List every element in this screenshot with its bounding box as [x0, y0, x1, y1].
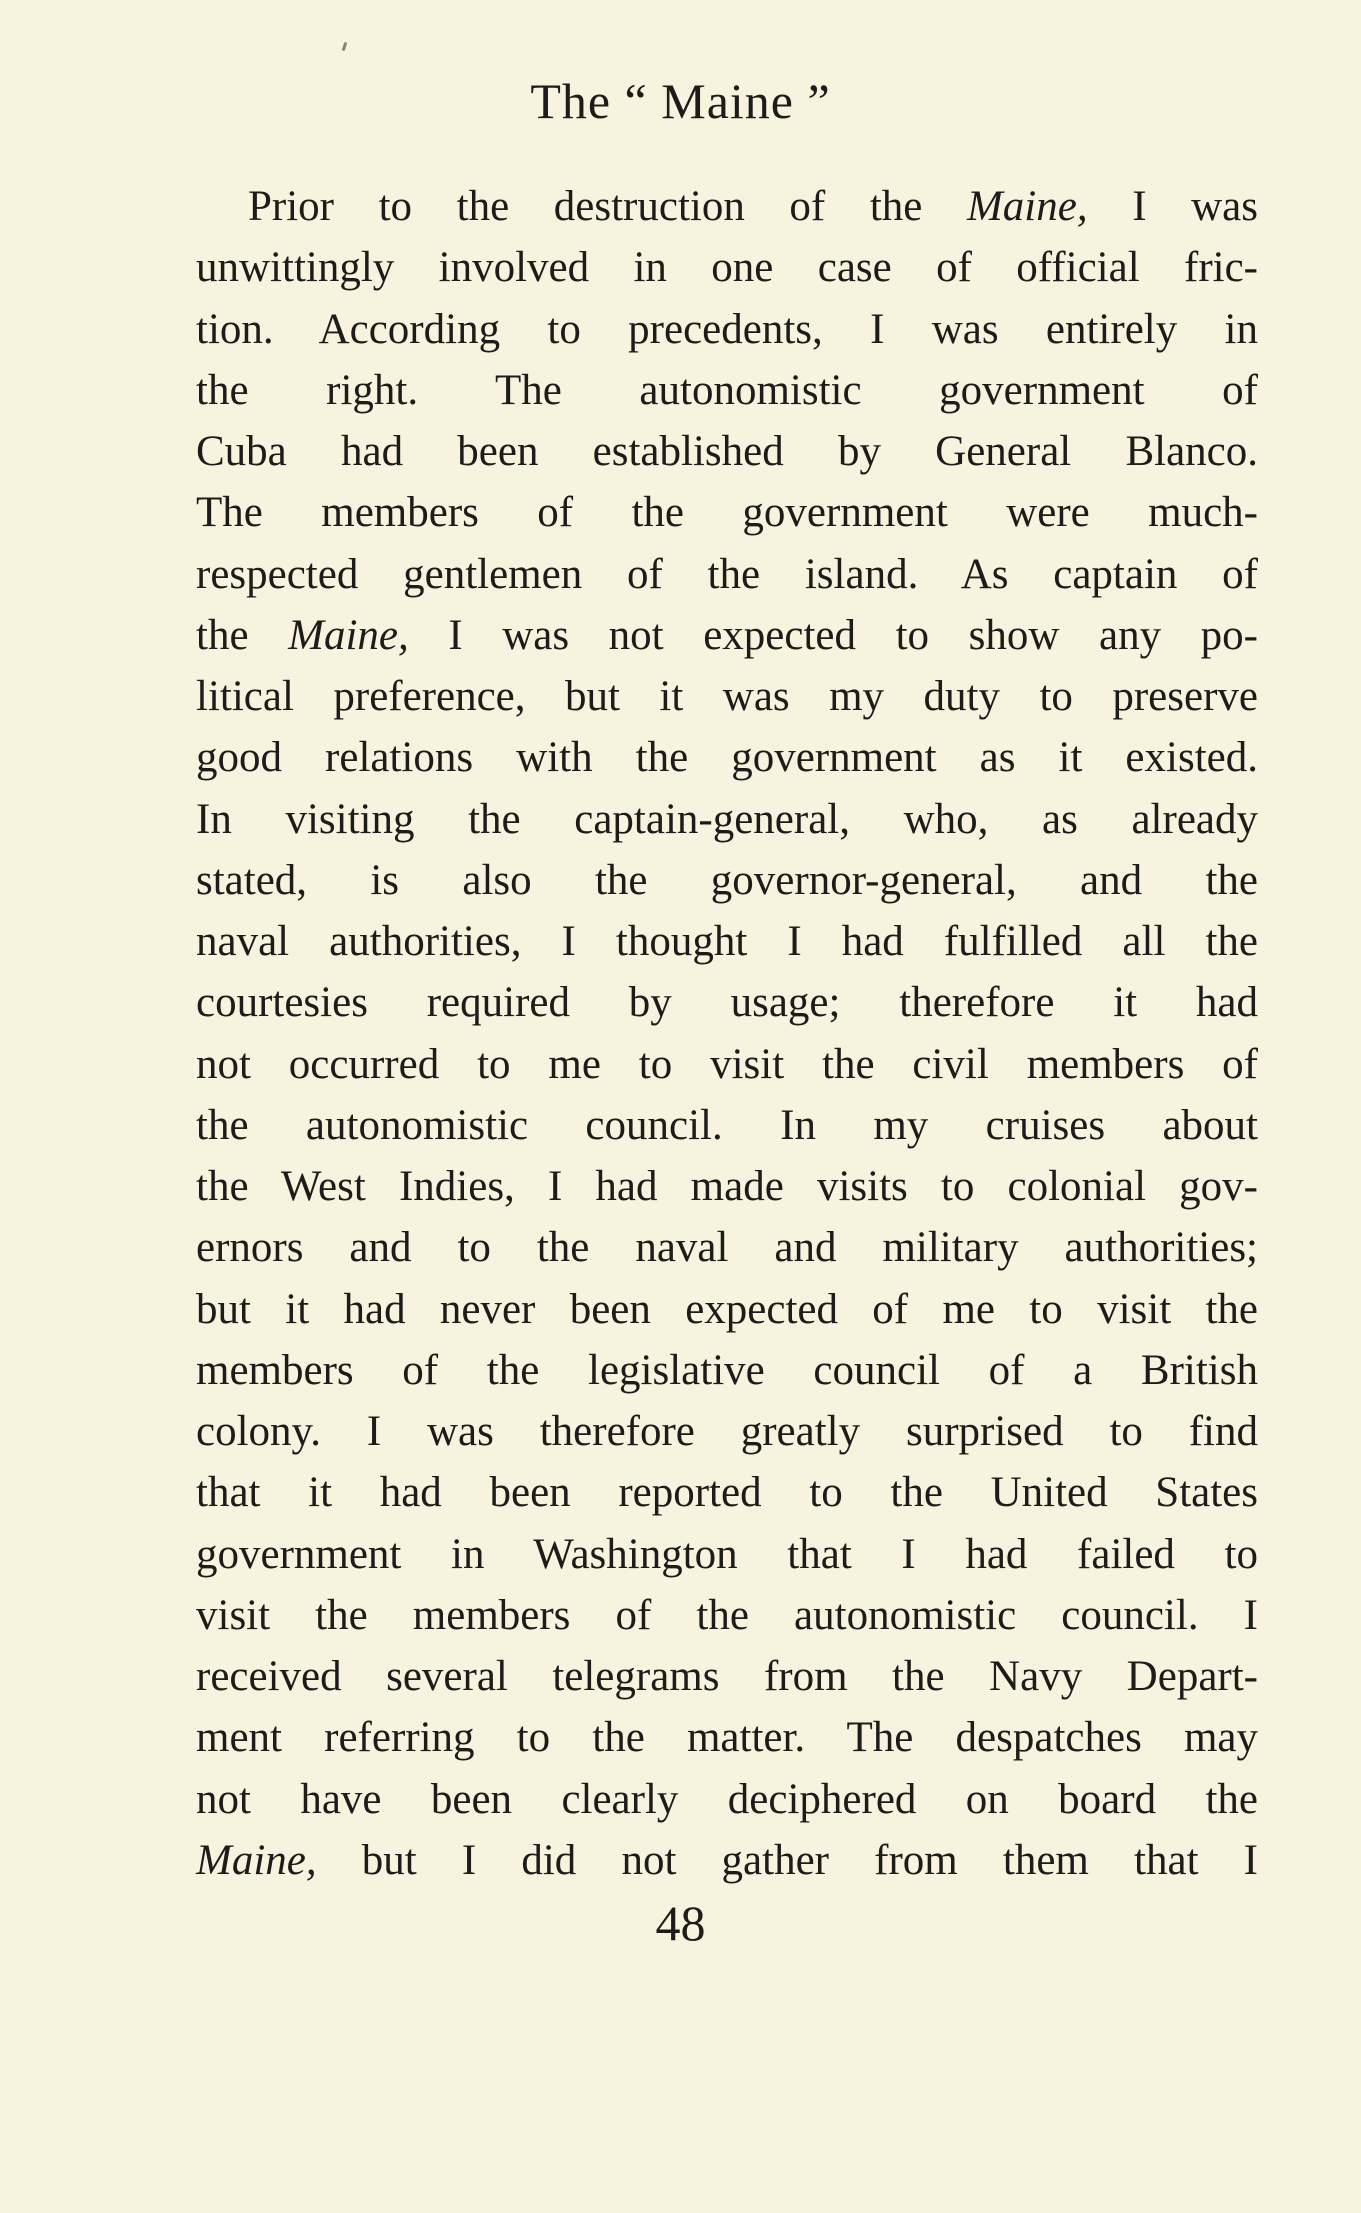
text-segment: good relations with the government as it existed. [196, 734, 1258, 782]
text-segment: unwittingly involved in one case of official fric- [196, 244, 1258, 292]
text-segment: respected gentlemen of the island. As captain of [196, 550, 1258, 598]
text-line [196, 360, 1258, 421]
text-line [196, 299, 1258, 360]
italic-ship-name: Maine, [966, 183, 1088, 230]
text-segment: litical preference, but it was my duty to preserve [196, 673, 1258, 720]
text-segment: ernors and to the naval and military authorities; [196, 1224, 1258, 1272]
text-line [196, 1340, 1258, 1401]
text-segment: not occurred to me to visit the civil members of [196, 1040, 1258, 1088]
text-segment: colony. I was therefore greatly surprised to find [196, 1408, 1258, 1455]
text-segment: tion. According to precedents, I was entirely in [196, 305, 1258, 353]
text-line [196, 1646, 1258, 1707]
text-line [196, 789, 1258, 850]
text-line [196, 911, 1258, 972]
text-segment: naval authorities, I thought I had fulfilled all the [196, 918, 1258, 965]
text-segment: not have been clearly deciphered on board the [196, 1775, 1258, 1823]
text-segment: courtesies required by usage; therefore it had [196, 979, 1258, 1027]
text-line [196, 176, 1258, 237]
text-line [196, 1462, 1258, 1523]
text-segment: but I did not gather from them that I [316, 1836, 1258, 1884]
text-segment: visit the members of the autonomistic council. I [196, 1591, 1258, 1639]
text-line [196, 727, 1258, 788]
text-line [196, 482, 1258, 543]
running-header: The “ Maine ” [530, 73, 831, 129]
text-segment: The members of the government were much- [196, 489, 1258, 537]
text-segment: that it had been reported to the United States [196, 1469, 1258, 1517]
text-line [196, 972, 1258, 1033]
page-number: 48 [655, 1895, 706, 1951]
text-line [196, 421, 1258, 482]
text-segment: members of the legislative council of a British [196, 1346, 1258, 1394]
text-segment: I was [1087, 183, 1258, 230]
text-segment: Prior to the destruction of the [248, 183, 967, 230]
text-segment: I was not expected to show any po- [408, 611, 1258, 659]
text-line [196, 850, 1258, 911]
text-segment: the [196, 611, 289, 659]
text-line [196, 1585, 1258, 1646]
text-line [196, 1217, 1258, 1278]
text-line [196, 1707, 1258, 1768]
text-segment: the West Indies, I had made visits to colonial gov- [196, 1163, 1258, 1210]
text-line [196, 237, 1258, 298]
text-line [196, 1156, 1258, 1217]
italic-ship-name: Maine, [288, 611, 409, 659]
text-segment: ment referring to the matter. The despatches may [196, 1714, 1258, 1762]
text-segment: government in Washington that I had failed to [196, 1530, 1258, 1578]
text-segment: but it had never been expected of me to visit the [196, 1285, 1258, 1333]
ink-speck [342, 42, 348, 51]
text-segment: received several telegrams from the Navy Depart- [196, 1653, 1258, 1700]
text-line [196, 1524, 1258, 1585]
italic-ship-name: Maine, [196, 1836, 317, 1884]
text-line [196, 605, 1258, 666]
text-segment: stated, is also the governor-general, and the [196, 856, 1258, 904]
text-line [196, 544, 1258, 605]
text-segment: the autonomistic council. In my cruises about [196, 1101, 1258, 1149]
text-line [196, 1769, 1258, 1830]
text-line [196, 666, 1258, 727]
text-line [196, 1279, 1258, 1340]
text-line [196, 1034, 1258, 1095]
text-line [196, 1095, 1258, 1156]
text-segment: Cuba had been established by General Blanco. [196, 428, 1258, 475]
text-line [196, 1830, 1258, 1891]
text-line [196, 1401, 1258, 1462]
body-text [196, 176, 1258, 1891]
text-segment: the right. The autonomistic government of [196, 366, 1258, 414]
text-segment: In visiting the captain-general, who, as already [196, 795, 1258, 843]
